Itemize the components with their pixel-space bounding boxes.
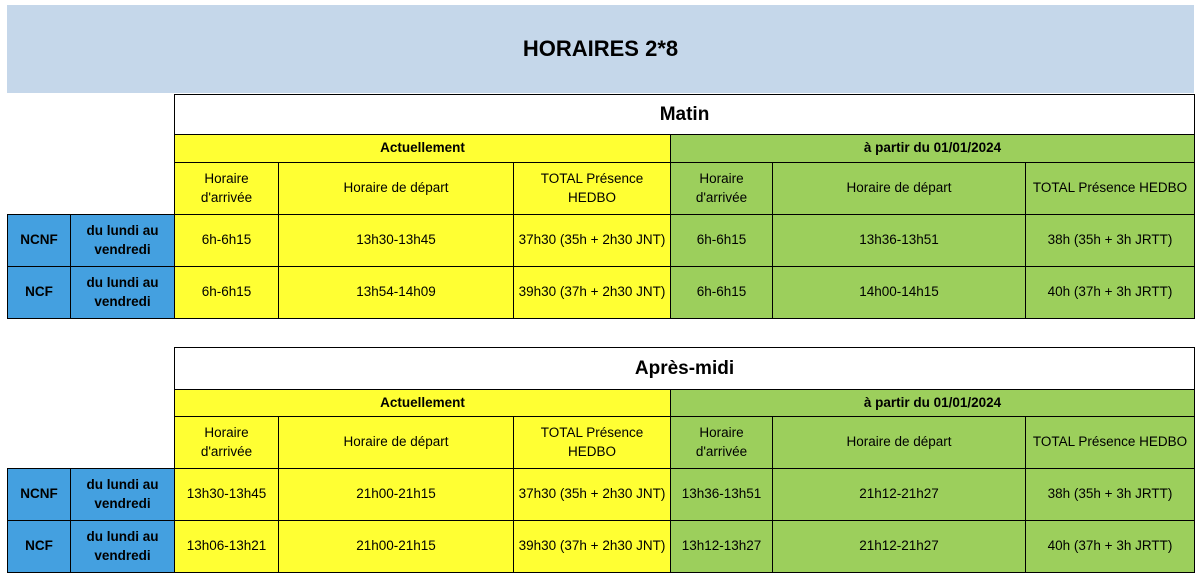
cell-current-total: 37h30 (35h + 2h30 JNT) <box>514 469 671 521</box>
table-row <box>8 215 1195 267</box>
cell-new-departure: 14h00-14h15 <box>773 267 1026 319</box>
cell-current-total: 39h30 (37h + 2h30 JNT) <box>514 521 671 573</box>
column-header-departure: Horaire de départ <box>773 163 1026 215</box>
column-header-total: TOTAL Présence HEDBO <box>514 417 671 469</box>
column-header-departure: Horaire de départ <box>279 163 514 215</box>
column-header-total: TOTAL Présence HEDBO <box>1026 417 1195 469</box>
cell-new-departure: 21h12-21h27 <box>773 521 1026 573</box>
section-title: Après-midi <box>175 348 1195 390</box>
column-header-arrival: Horaire d'arrivée <box>671 163 773 215</box>
cell-current-total: 39h30 (37h + 2h30 JNT) <box>514 267 671 319</box>
cell-current-departure: 13h54-14h09 <box>279 267 514 319</box>
row-code: NCF <box>8 267 71 319</box>
cell-new-departure: 21h12-21h27 <box>773 469 1026 521</box>
cell-new-total: 38h (35h + 3h JRTT) <box>1026 469 1195 521</box>
cell-current-departure: 13h30-13h45 <box>279 215 514 267</box>
cell-new-arrival: 6h-6h15 <box>671 215 773 267</box>
cell-new-total: 38h (35h + 3h JRTT) <box>1026 215 1195 267</box>
cell-new-departure: 13h36-13h51 <box>773 215 1026 267</box>
current-period-header: Actuellement <box>175 390 671 417</box>
row-days: du lundi au vendredi <box>71 469 175 521</box>
row-code: NCF <box>8 521 71 573</box>
cell-new-arrival: 6h-6h15 <box>671 267 773 319</box>
current-period-header: Actuellement <box>175 135 671 163</box>
row-days: du lundi au vendredi <box>71 521 175 573</box>
cell-current-arrival: 6h-6h15 <box>175 267 279 319</box>
column-header-arrival: Horaire d'arrivée <box>175 417 279 469</box>
cell-new-total: 40h (37h + 3h JRTT) <box>1026 267 1195 319</box>
cell-current-departure: 21h00-21h15 <box>279 521 514 573</box>
cell-current-total: 37h30 (35h + 2h30 JNT) <box>514 215 671 267</box>
section-title: Matin <box>175 95 1195 135</box>
future-period-header: à partir du 01/01/2024 <box>671 390 1195 417</box>
column-header-departure: Horaire de départ <box>773 417 1026 469</box>
cell-new-arrival: 13h12-13h27 <box>671 521 773 573</box>
future-period-header: à partir du 01/01/2024 <box>671 135 1195 163</box>
cell-current-arrival: 6h-6h15 <box>175 215 279 267</box>
column-header-arrival: Horaire d'arrivée <box>671 417 773 469</box>
cell-new-arrival: 13h36-13h51 <box>671 469 773 521</box>
row-code: NCNF <box>8 469 71 521</box>
cell-current-departure: 21h00-21h15 <box>279 469 514 521</box>
cell-current-arrival: 13h30-13h45 <box>175 469 279 521</box>
afternoon-schedule-table <box>7 347 1195 573</box>
cell-new-total: 40h (37h + 3h JRTT) <box>1026 521 1195 573</box>
column-header-departure: Horaire de départ <box>279 417 514 469</box>
morning-schedule-table <box>7 94 1195 319</box>
column-header-total: TOTAL Présence HEDBO <box>514 163 671 215</box>
table-row <box>8 521 1195 573</box>
row-code: NCNF <box>8 215 71 267</box>
column-header-arrival: Horaire d'arrivée <box>175 163 279 215</box>
row-days: du lundi au vendredi <box>71 267 175 319</box>
page-title: HORAIRES 2*8 <box>7 5 1194 93</box>
column-header-total: TOTAL Présence HEDBO <box>1026 163 1195 215</box>
table-row <box>8 267 1195 319</box>
table-row <box>8 469 1195 521</box>
row-days: du lundi au vendredi <box>71 215 175 267</box>
cell-current-arrival: 13h06-13h21 <box>175 521 279 573</box>
